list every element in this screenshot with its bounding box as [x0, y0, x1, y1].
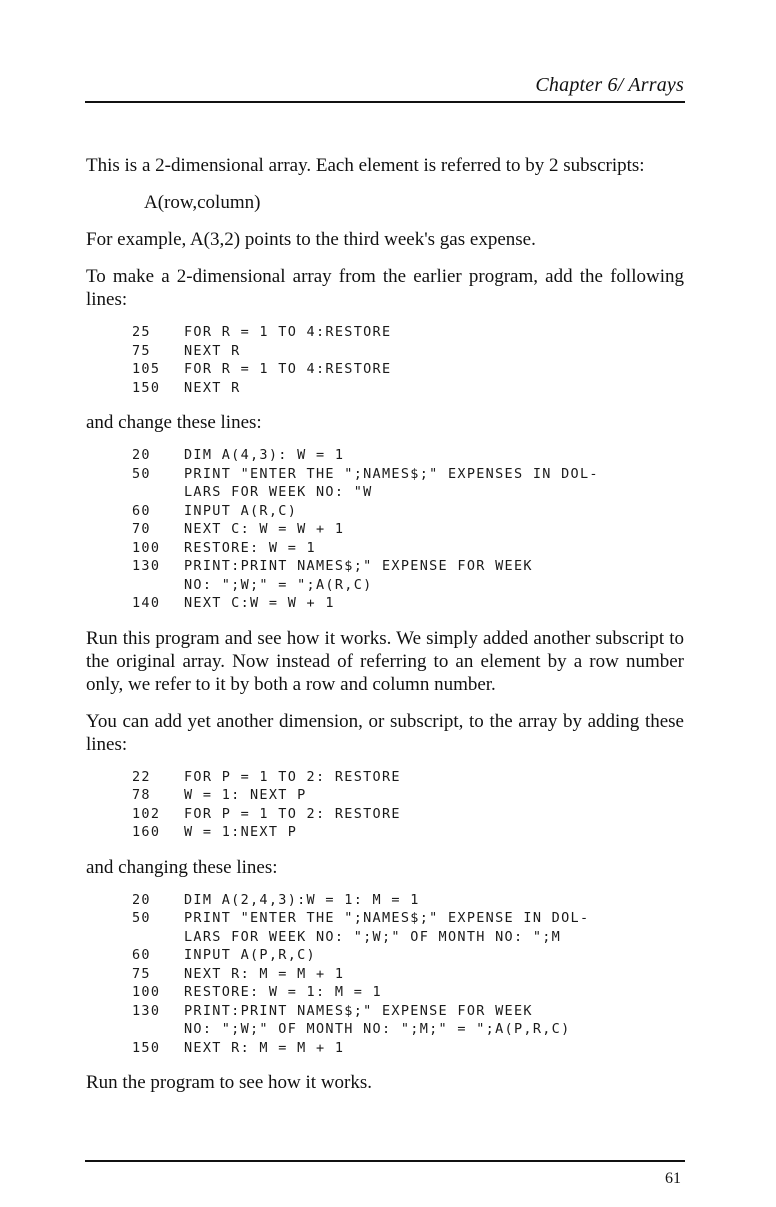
code-text: LARS FOR WEEK NO: "W: [184, 484, 373, 500]
code-line: [132, 928, 684, 947]
code-text: INPUT A(P,R,C): [184, 947, 316, 963]
paragraph-add-dimension: You can add yet another dimension, or subscript, to the array by adding these lines:: [86, 710, 684, 755]
code-line: [132, 557, 684, 576]
code-text: NEXT R: [184, 379, 241, 396]
code-text: RESTORE: W = 1: [184, 539, 316, 556]
line-number: 20: [132, 447, 151, 463]
code-line: [132, 502, 684, 521]
chapter-header: Chapter 6/ Arrays: [535, 74, 684, 96]
code-text: LARS FOR WEEK NO: ";W;" OF MONTH NO: ";M: [184, 928, 562, 945]
paragraph-example: For example, A(3,2) points to the third week's gas expense.: [86, 229, 536, 250]
line-number: [132, 1020, 184, 1039]
code-line: [132, 360, 684, 379]
code-line: [132, 576, 684, 595]
code-text: W = 1: NEXT P: [184, 787, 307, 803]
code-text: NEXT R: M = M + 1: [184, 965, 345, 982]
code-text: DIM A(4,3): W = 1: [184, 447, 345, 463]
line-number: 100: [132, 984, 161, 1000]
line-number: 70: [132, 521, 151, 537]
code-text: NO: ";W;" = ";A(R,C): [184, 576, 373, 593]
line-number: 50: [132, 910, 151, 926]
code-line: [132, 342, 684, 361]
code-line: [132, 786, 684, 805]
paragraph-make-array: To make a 2-dimensional array from the earlier program, add the following lines:: [86, 266, 684, 310]
line-number: 140: [132, 595, 161, 611]
code-text: PRINT "ENTER THE ";NAMES$;" EXPENSES IN DOL-: [184, 465, 599, 482]
code-text: INPUT A(R,C): [184, 502, 298, 519]
code-line: [132, 1039, 684, 1058]
line-number: [132, 483, 184, 502]
line-number: [132, 576, 184, 595]
line-number: 160: [132, 824, 161, 840]
code-line: [132, 823, 684, 842]
footer-rule: [85, 1160, 685, 1162]
code-line: [132, 983, 684, 1002]
paragraph-run-program: Run this program and see how it works. We simply added another subscript to the original array. Now instead of referring to an element by a row number only, we refer to it by both a row and column number.: [86, 627, 684, 695]
line-number: [132, 928, 184, 947]
line-number: 60: [132, 502, 151, 519]
code-line: [132, 909, 684, 928]
code-text: NEXT C: W = W + 1: [184, 521, 345, 537]
paragraph-changing-lines: and changing these lines:: [86, 856, 278, 878]
paragraph-closing: Run the program to see how it works.: [86, 1072, 373, 1093]
code-line: [132, 465, 684, 484]
code-line: [132, 594, 684, 613]
code-line: [132, 891, 684, 910]
page-number: 61: [665, 1170, 681, 1187]
code-text: FOR R = 1 TO 4:RESTORE: [184, 324, 392, 340]
code-line: [132, 1020, 684, 1039]
code-text: FOR R = 1 TO 4:RESTORE: [184, 361, 392, 377]
code-line: [132, 379, 684, 398]
code-line: [132, 1002, 684, 1021]
code-text: NEXT R: M = M + 1: [184, 1039, 345, 1056]
code-text: PRINT "ENTER THE ";NAMES$;" EXPENSE IN DOL-: [184, 910, 590, 926]
page-body: [86, 154, 684, 1094]
code-line: [132, 768, 684, 787]
code-block-4: [132, 891, 684, 1058]
line-number: 60: [132, 947, 151, 963]
code-text: NO: ";W;" OF MONTH NO: ";M;" = ";A(P,R,C): [184, 1021, 571, 1037]
code-line: [132, 520, 684, 539]
code-line: [132, 323, 684, 342]
paragraph-intro: This is a 2-dimensional array. Each element is referred to by 2 subscripts:: [86, 155, 645, 176]
code-line: [132, 805, 684, 824]
code-block-2: [132, 446, 684, 613]
paragraph-change-lines: and change these lines:: [86, 412, 262, 433]
code-text: RESTORE: W = 1: M = 1: [184, 984, 382, 1000]
line-number: 150: [132, 1039, 161, 1056]
code-block-1: [132, 323, 684, 397]
code-text: FOR P = 1 TO 2: RESTORE: [184, 805, 401, 822]
code-line: [132, 446, 684, 465]
line-number: 130: [132, 558, 161, 574]
line-number: 130: [132, 1002, 161, 1019]
code-line: [132, 946, 684, 965]
line-number: 150: [132, 379, 161, 396]
formula-example: A(row,column): [144, 192, 261, 213]
code-text: NEXT C:W = W + 1: [184, 595, 335, 611]
code-text: W = 1:NEXT P: [184, 824, 298, 840]
line-number: 75: [132, 965, 151, 982]
header-rule: [85, 101, 685, 103]
code-text: PRINT:PRINT NAMES$;" EXPENSE FOR WEEK: [184, 1002, 533, 1019]
code-text: PRINT:PRINT NAMES$;" EXPENSE FOR WEEK: [184, 558, 533, 574]
line-number: 25: [132, 324, 151, 340]
code-line: [132, 539, 684, 558]
line-number: 100: [132, 539, 161, 556]
line-number: 75: [132, 342, 151, 359]
code-text: NEXT R: [184, 342, 241, 359]
line-number: 22: [132, 768, 151, 785]
line-number: 105: [132, 361, 161, 377]
code-block-3: [132, 768, 684, 842]
line-number: 20: [132, 891, 151, 908]
line-number: 78: [132, 787, 151, 803]
code-line: [132, 965, 684, 984]
line-number: 102: [132, 805, 161, 822]
code-line: [132, 483, 684, 502]
code-text: DIM A(2,4,3):W = 1: M = 1: [184, 891, 420, 908]
code-text: FOR P = 1 TO 2: RESTORE: [184, 768, 401, 785]
line-number: 50: [132, 465, 151, 482]
